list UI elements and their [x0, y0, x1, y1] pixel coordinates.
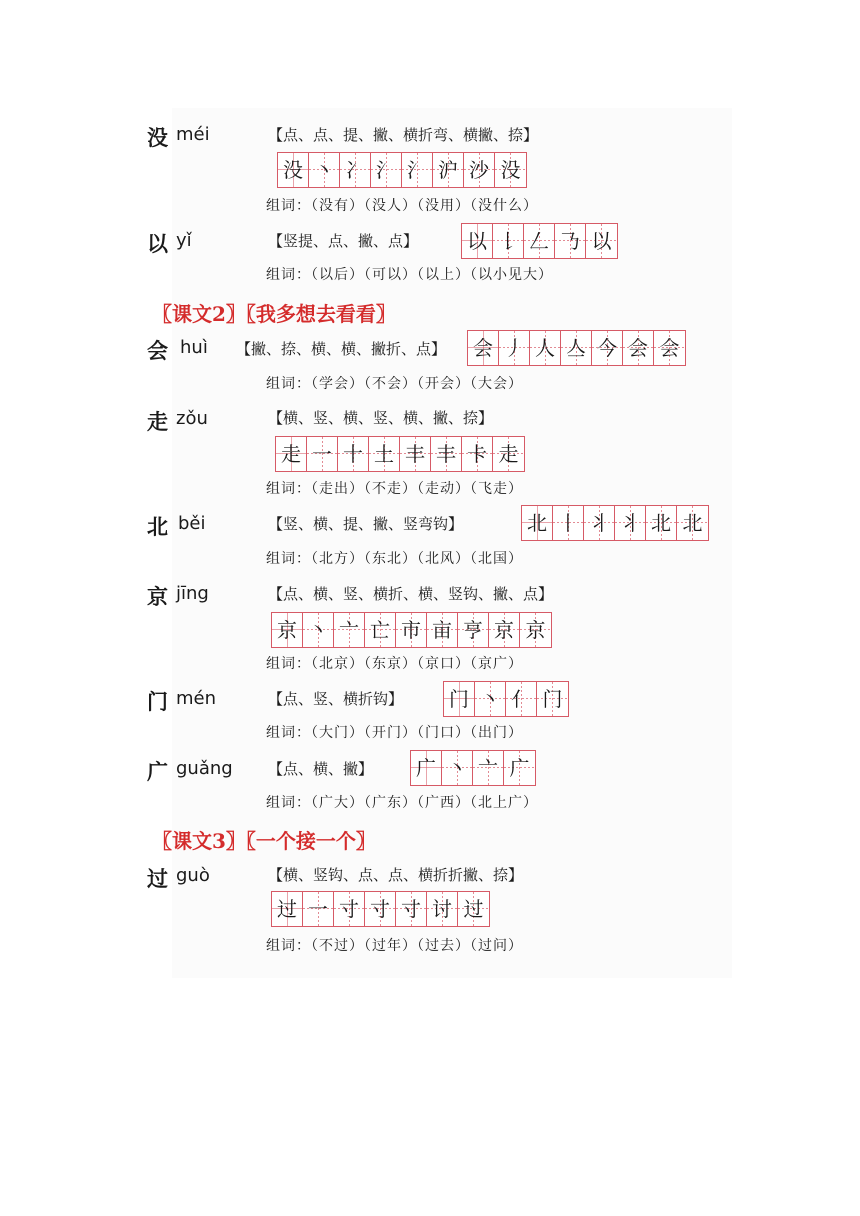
stroke-cell: 𠃋 [524, 224, 555, 258]
entry-stroke-order: 【竖提、点、撇、点】 [268, 232, 419, 250]
stroke-cell: 亡 [365, 613, 396, 647]
entry-character: 会 [147, 339, 168, 363]
entry-pinyin: běi [178, 513, 206, 534]
stroke-cell: 丶 [309, 153, 340, 187]
stroke-cell: 氵 [371, 153, 402, 187]
entry-pinyin: huì [180, 337, 208, 358]
stroke-cell: 走 [276, 437, 307, 471]
stroke-cell: 京 [489, 613, 520, 647]
entry-word-list: 组词：（不过）（过年）（过去）（过问） [266, 938, 523, 954]
stroke-cell: 亨 [458, 613, 489, 647]
stroke-cell: 过 [458, 892, 489, 926]
stroke-cell: 广 [504, 751, 535, 785]
stroke-cell: 一 [307, 437, 338, 471]
stroke-cell: 亩 [427, 613, 458, 647]
stroke-cell: 卡 [462, 437, 493, 471]
lesson-heading: 〖课文3〗〖一个接一个〗 [152, 829, 376, 853]
entry-word-list: 组词：（北方）（东北）（北风）（北国） [266, 551, 523, 567]
entry-pinyin: yǐ [176, 230, 192, 251]
stroke-cell: 一 [303, 892, 334, 926]
entry-character: 走 [147, 410, 168, 434]
stroke-cell: 以 [462, 224, 493, 258]
stroke-cell: 以 [586, 224, 617, 258]
stroke-grid [521, 505, 709, 541]
entry-word-list: 组词：（大门）（开门）（门口）（出门） [266, 725, 523, 741]
stroke-grid [410, 750, 536, 786]
stroke-cell: 门 [537, 682, 568, 716]
entry-pinyin: mén [176, 688, 217, 709]
stroke-cell: 寸 [365, 892, 396, 926]
stroke-cell: 京 [520, 613, 551, 647]
stroke-cell: 丰 [431, 437, 462, 471]
entry-pinyin: guò [176, 865, 210, 886]
stroke-cell: 丬 [584, 506, 615, 540]
stroke-cell: 亻 [506, 682, 537, 716]
stroke-grid [275, 436, 525, 472]
stroke-cell: 北 [677, 506, 708, 540]
stroke-cell: 丶 [475, 682, 506, 716]
stroke-cell: 丿 [499, 331, 530, 365]
entry-stroke-order: 【撇、捺、横、横、撇折、点】 [236, 340, 447, 358]
lesson-heading: 〖课文2〗〖我多想去看看〗 [152, 302, 396, 326]
stroke-cell: 亠 [473, 751, 504, 785]
entry-stroke-order: 【竖、横、提、撇、竖弯钩】 [268, 515, 464, 533]
stroke-cell: 会 [654, 331, 685, 365]
stroke-cell: 氵 [402, 153, 433, 187]
entry-word-list: 组词：（走出）（不走）（走动）（飞走） [266, 481, 523, 497]
stroke-cell: 亠 [334, 613, 365, 647]
stroke-cell: 人 [530, 331, 561, 365]
entry-character: 过 [147, 867, 168, 891]
stroke-cell: 北 [646, 506, 677, 540]
entry-character: 京 [147, 585, 168, 609]
stroke-cell: 广 [411, 751, 442, 785]
entry-character: 北 [147, 515, 168, 539]
stroke-cell: 冫 [340, 153, 371, 187]
entry-word-list: 组词：（北京）（东京）（京口）（京广） [266, 656, 523, 672]
entry-stroke-order: 【点、竖、横折钩】 [268, 690, 404, 708]
entry-pinyin: jīng [176, 583, 209, 604]
stroke-cell: 土 [369, 437, 400, 471]
stroke-cell: 丶 [442, 751, 473, 785]
stroke-cell: 沪 [433, 153, 464, 187]
entry-pinyin: guǎng [176, 758, 233, 779]
entry-pinyin: méi [176, 124, 210, 145]
stroke-cell: 丶 [303, 613, 334, 647]
stroke-cell: 今 [592, 331, 623, 365]
entry-character: 没 [147, 126, 168, 150]
stroke-cell: 过 [272, 892, 303, 926]
entry-stroke-order: 【横、竖钩、点、点、横折折撇、捺】 [268, 866, 524, 884]
stroke-grid [467, 330, 686, 366]
entry-stroke-order: 【点、横、竖、横折、横、竖钩、撇、点】 [268, 585, 554, 603]
entry-stroke-order: 【点、横、撇】 [268, 760, 374, 778]
entry-character: 门 [147, 690, 168, 714]
entry-word-list: 组词：（学会）（不会）（开会）（大会） [266, 376, 523, 392]
stroke-grid [271, 891, 490, 927]
stroke-cell: 沙 [464, 153, 495, 187]
entry-character: 广 [147, 760, 168, 784]
stroke-grid [271, 612, 552, 648]
stroke-cell: 没 [495, 153, 526, 187]
entry-character: 以 [147, 232, 168, 256]
stroke-cell: 亼 [561, 331, 592, 365]
stroke-cell: 门 [444, 682, 475, 716]
stroke-grid [443, 681, 569, 717]
stroke-cell: 走 [493, 437, 524, 471]
stroke-cell: 讨 [427, 892, 458, 926]
entry-word-list: 组词：（没有）（没人）（没用）（没什么） [266, 198, 538, 214]
stroke-cell: 丰 [400, 437, 431, 471]
stroke-cell: 丨 [553, 506, 584, 540]
stroke-cell: 会 [623, 331, 654, 365]
stroke-cell: 𠄌 [493, 224, 524, 258]
entry-stroke-order: 【横、竖、横、竖、横、撇、捺】 [268, 409, 494, 427]
stroke-cell: 寸 [334, 892, 365, 926]
entry-stroke-order: 【点、点、提、撇、横折弯、横撇、捺】 [268, 126, 539, 144]
stroke-cell: 市 [396, 613, 427, 647]
entry-word-list: 组词：（广大）（广东）（广西）（北上广） [266, 795, 538, 811]
stroke-cell: 会 [468, 331, 499, 365]
stroke-cell: 𠄎 [555, 224, 586, 258]
stroke-grid [461, 223, 618, 259]
stroke-cell: 丬 [615, 506, 646, 540]
stroke-cell: 十 [338, 437, 369, 471]
stroke-cell: 没 [278, 153, 309, 187]
stroke-cell: 寸 [396, 892, 427, 926]
stroke-cell: 北 [522, 506, 553, 540]
entry-pinyin: zǒu [176, 408, 208, 429]
stroke-cell: 京 [272, 613, 303, 647]
entry-word-list: 组词：（以后）（可以）（以上）（以小见大） [266, 267, 553, 283]
stroke-grid [277, 152, 527, 188]
